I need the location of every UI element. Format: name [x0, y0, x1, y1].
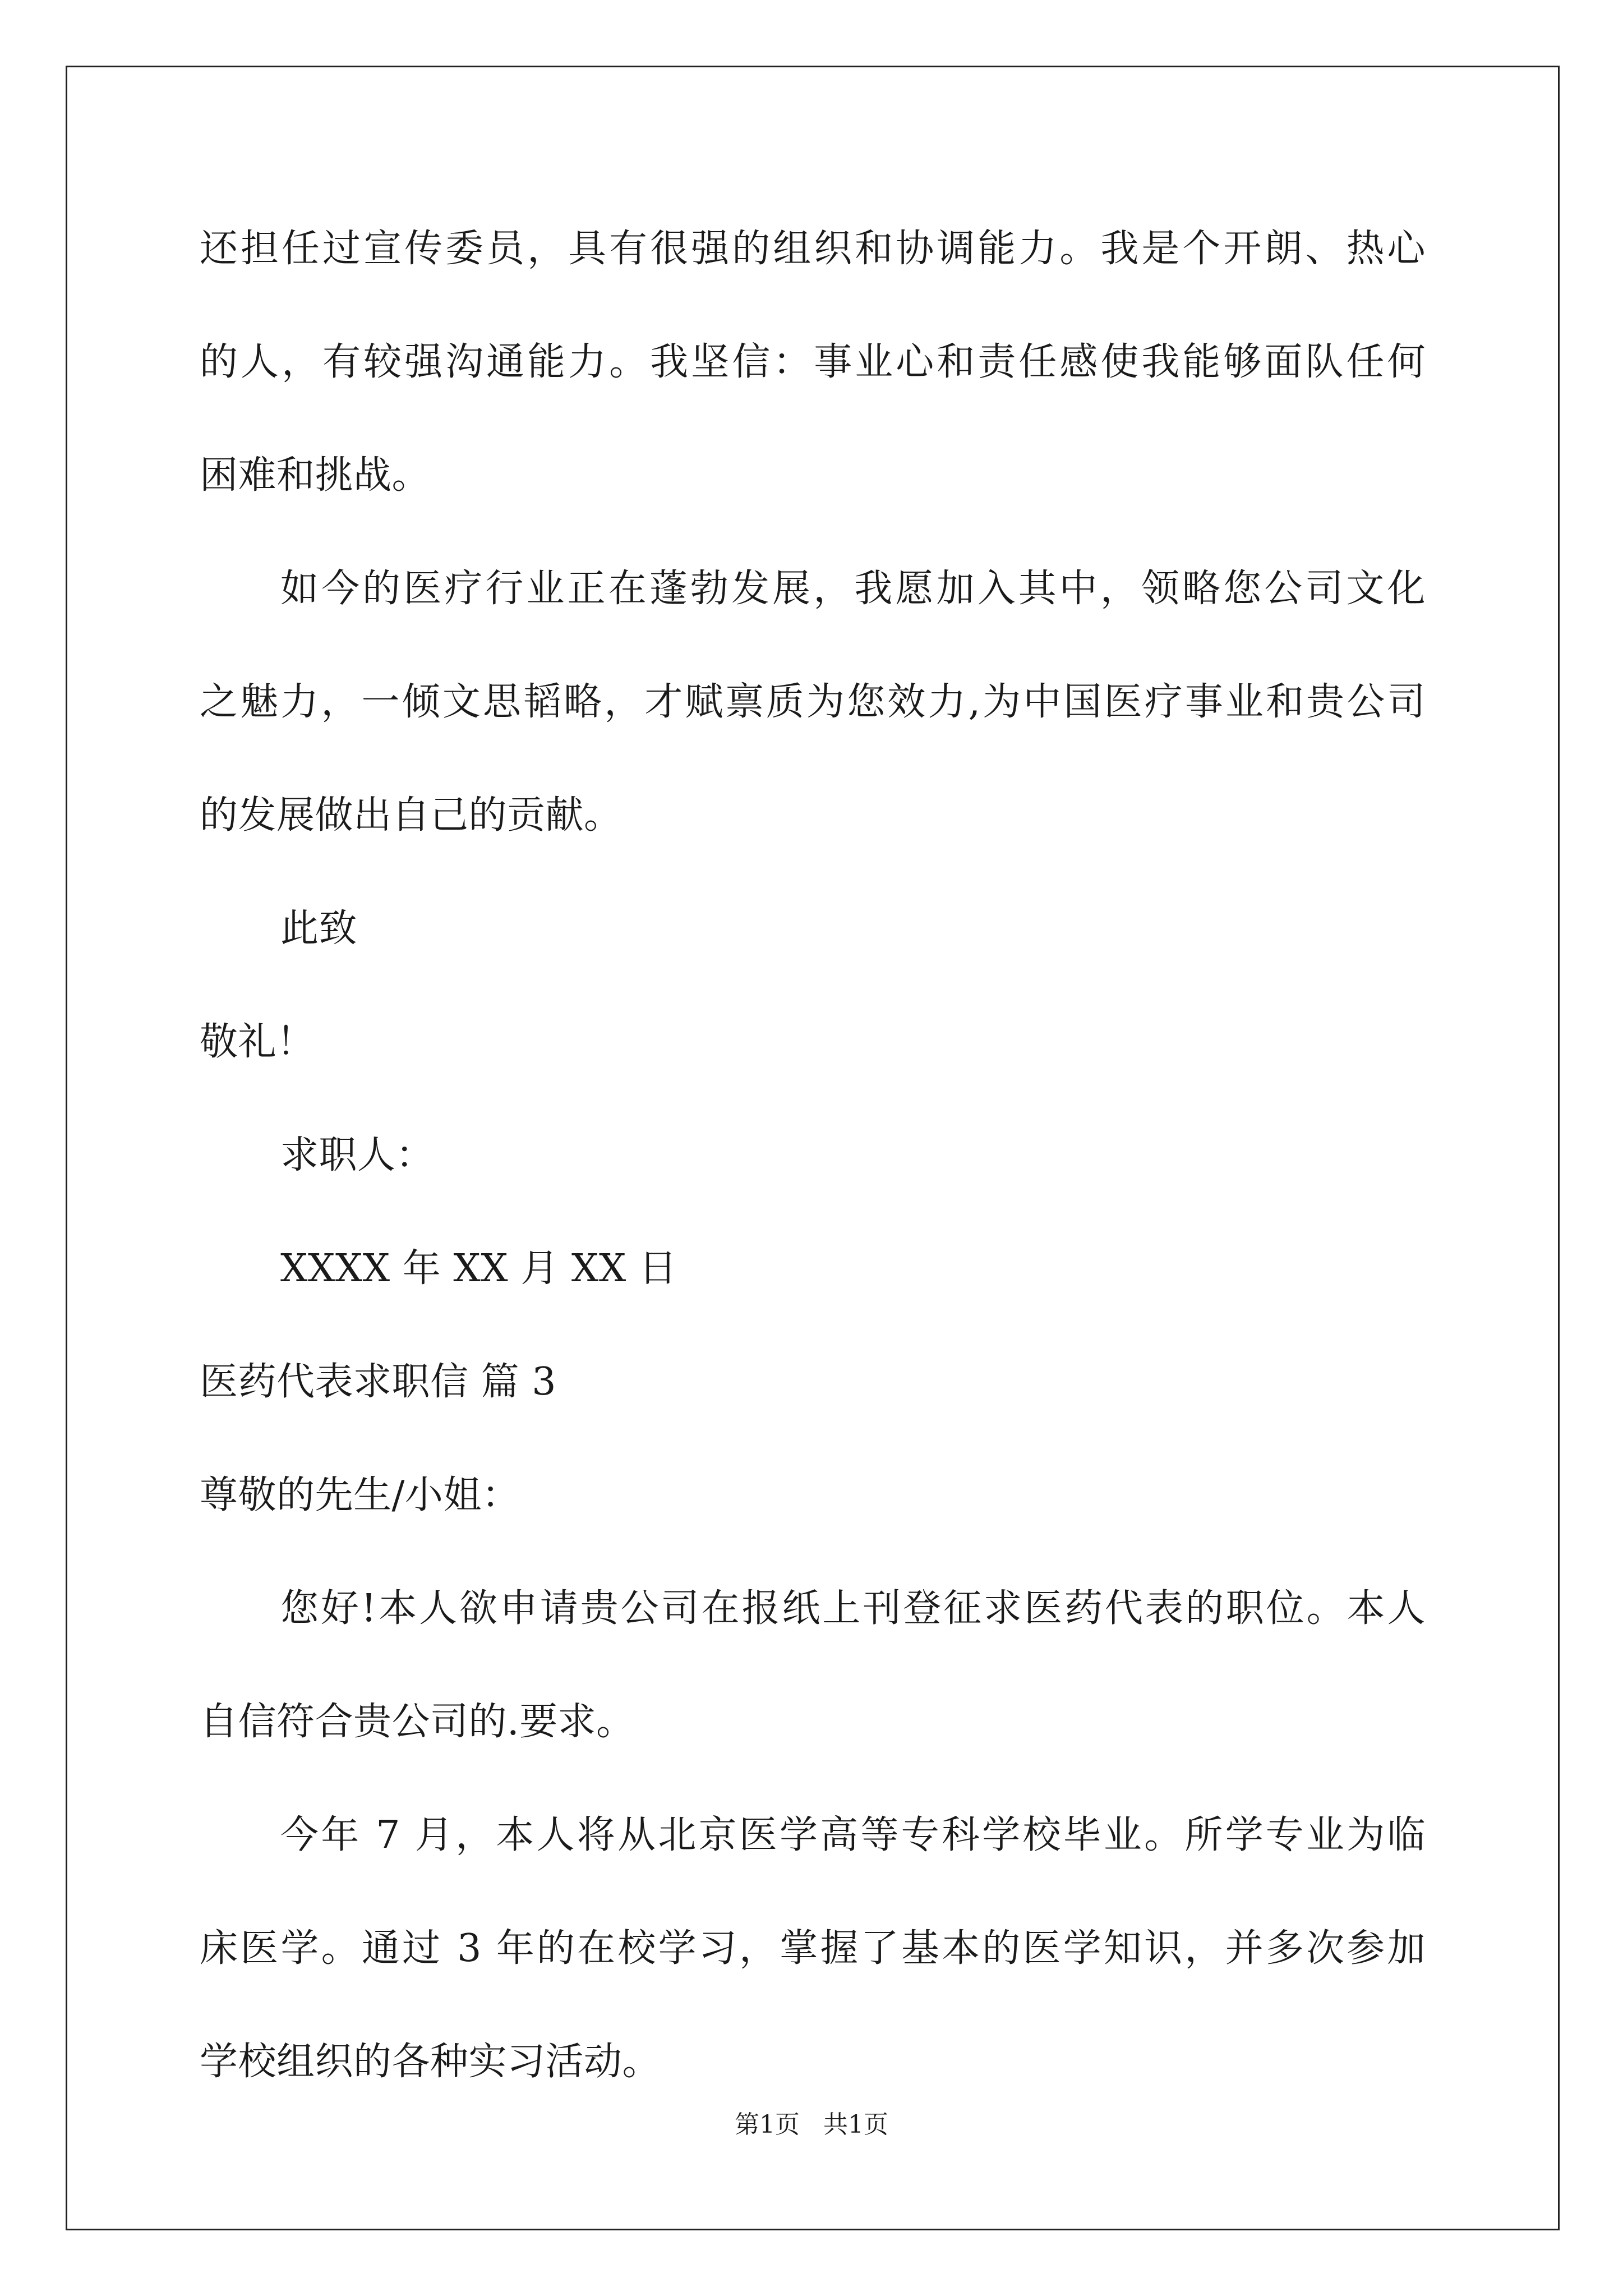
closing-salutation: 此致 — [280, 907, 358, 951]
body-line-1: 还担任过宣传委员，具有很强的组织和协调能力。我是个开朗、热心 — [200, 227, 1426, 271]
body-line-2: 的人，有较强沟通能力。我坚信：事业心和责任感使我能够面队任何 — [200, 340, 1426, 384]
body-line-10: 床医学。通过 3 年的在校学习，掌握了基本的医学知识，并多次参加 — [200, 1926, 1426, 1971]
section-heading: 医药代表求职信 篇 3 — [200, 1360, 556, 1404]
greeting: 尊敬的先生/小姐： — [200, 1473, 520, 1517]
body-line-4: 如今的医疗行业正在蓬勃发展，我愿加入其中，领略您公司文化 — [280, 567, 1426, 611]
body-line-8: 自信符合贵公司的.要求。 — [200, 1700, 635, 1744]
closing-regards: 敬礼！ — [200, 1020, 315, 1064]
body-line-9: 今年 7 月，本人将从北京医学高等专科学校毕业。所学专业为临 — [280, 1813, 1426, 1857]
page-number-footer: 第1页 共1页 — [735, 2110, 888, 2139]
date-line: XXXX 年 XX 月 XX 日 — [280, 1246, 677, 1291]
body-line-7: 您好!本人欲申请贵公司在报纸上刊登征求医药代表的职位。本人 — [280, 1586, 1426, 1631]
body-line-5: 之魅力，一倾文思韬略，才赋禀质为您效力,为中国医疗事业和贵公司 — [200, 680, 1426, 724]
body-line-6: 的发展做出自己的贡献。 — [200, 793, 623, 838]
body-line-3: 困难和挑战。 — [200, 453, 431, 498]
body-line-11: 学校组织的各种实习活动。 — [200, 2040, 661, 2084]
applicant-label: 求职人： — [280, 1133, 435, 1177]
